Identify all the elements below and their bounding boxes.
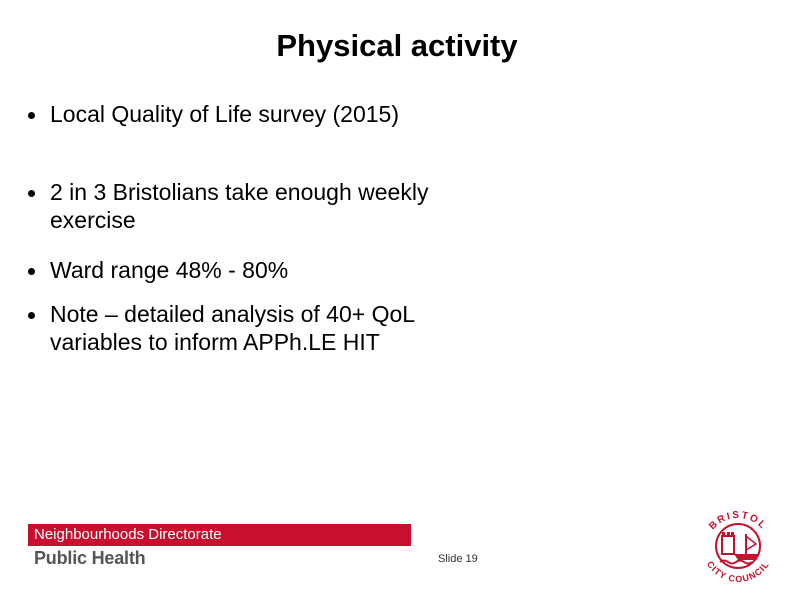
bullet-text: Note – detailed analysis of 40+ QoL variables to inform APPh.LE HIT bbox=[50, 301, 415, 355]
bullet-dot-icon bbox=[28, 312, 35, 319]
logo-top-text: BRISTOL bbox=[707, 509, 769, 533]
bullet-item bbox=[28, 300, 430, 356]
bullet-text: Ward range 48% - 80% bbox=[50, 257, 289, 283]
svg-text:BRISTOL bbox=[707, 510, 769, 532]
bristol-city-council-crest-icon bbox=[692, 500, 784, 592]
slide-number: Slide 19 bbox=[438, 553, 478, 565]
svg-text:CITY COUNCIL bbox=[705, 559, 771, 584]
bullet-item bbox=[28, 256, 430, 284]
bullet-dot-icon bbox=[28, 112, 35, 119]
directorate-label: Neighbourhoods Directorate bbox=[34, 526, 222, 543]
bullet-dot-icon bbox=[28, 190, 35, 197]
bullet-item bbox=[28, 178, 430, 234]
bullet-text: Local Quality of Life survey (2015) bbox=[50, 101, 400, 127]
slide-title: Physical activity bbox=[276, 28, 518, 63]
bullet-text: 2 in 3 Bristolians take enough weekly exercise bbox=[50, 179, 429, 233]
bullet-item bbox=[28, 100, 430, 128]
bullet-dot-icon bbox=[28, 268, 35, 275]
department-label: Public Health bbox=[34, 548, 146, 568]
logo-bottom-text: CITY COUNCIL bbox=[704, 559, 772, 585]
